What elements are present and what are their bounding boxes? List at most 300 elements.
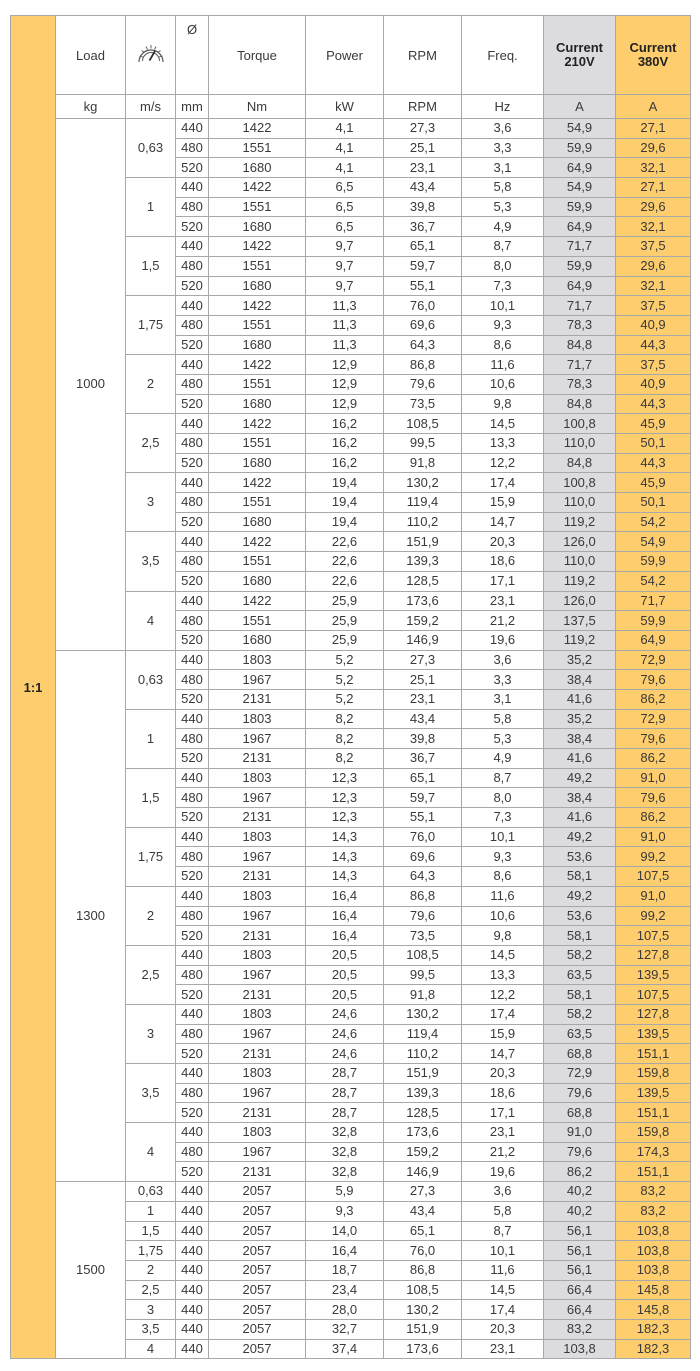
freq-cell: 3,3 xyxy=(462,670,544,690)
diameter-cell: 480 xyxy=(176,670,209,690)
diameter-cell: 520 xyxy=(176,985,209,1005)
unit-freq: Hz xyxy=(462,95,544,119)
unit-power: kW xyxy=(306,95,384,119)
diameter-cell: 440 xyxy=(176,886,209,906)
rpm-cell: 59,7 xyxy=(384,788,462,808)
current-380v-cell: 29,6 xyxy=(616,197,691,217)
rpm-cell: 64,3 xyxy=(384,335,462,355)
current-380v-cell: 44,3 xyxy=(616,453,691,473)
current-380v-cell: 72,9 xyxy=(616,709,691,729)
power-cell: 12,3 xyxy=(306,788,384,808)
freq-cell: 9,3 xyxy=(462,847,544,867)
torque-cell: 1680 xyxy=(209,276,306,296)
torque-cell: 1422 xyxy=(209,414,306,434)
rpm-cell: 73,5 xyxy=(384,394,462,414)
power-cell: 16,4 xyxy=(306,906,384,926)
current-210v-cell: 53,6 xyxy=(544,847,616,867)
current-210v-cell: 119,2 xyxy=(544,630,616,650)
header-current-210v-line1: Current xyxy=(556,40,603,55)
freq-cell: 17,1 xyxy=(462,1103,544,1123)
diameter-cell: 440 xyxy=(176,1004,209,1024)
freq-cell: 21,2 xyxy=(462,1142,544,1162)
torque-cell: 1803 xyxy=(209,945,306,965)
freq-cell: 19,6 xyxy=(462,1162,544,1182)
load-cell: 1500 xyxy=(56,1182,126,1359)
torque-cell: 2131 xyxy=(209,689,306,709)
speed-cell: 1,75 xyxy=(126,1241,176,1261)
freq-cell: 5,3 xyxy=(462,197,544,217)
diameter-cell: 520 xyxy=(176,808,209,828)
power-cell: 5,9 xyxy=(306,1182,384,1202)
diameter-cell: 440 xyxy=(176,119,209,139)
current-380v-cell: 83,2 xyxy=(616,1182,691,1202)
current-210v-cell: 58,2 xyxy=(544,945,616,965)
rpm-cell: 76,0 xyxy=(384,1241,462,1261)
torque-cell: 2131 xyxy=(209,1103,306,1123)
header-current-380v-line1: Current xyxy=(629,40,677,55)
rpm-cell: 79,6 xyxy=(384,374,462,394)
current-210v-cell: 78,3 xyxy=(544,315,616,335)
header-row xyxy=(11,16,691,95)
freq-cell: 20,3 xyxy=(462,1319,544,1339)
torque-cell: 2057 xyxy=(209,1241,306,1261)
current-380v-cell: 50,1 xyxy=(616,434,691,454)
power-cell: 11,3 xyxy=(306,315,384,335)
power-cell: 11,3 xyxy=(306,335,384,355)
freq-cell: 7,3 xyxy=(462,276,544,296)
current-210v-cell: 84,8 xyxy=(544,394,616,414)
diameter-cell: 440 xyxy=(176,355,209,375)
torque-cell: 1680 xyxy=(209,453,306,473)
power-cell: 6,5 xyxy=(306,217,384,237)
rpm-cell: 128,5 xyxy=(384,1103,462,1123)
diameter-cell: 480 xyxy=(176,847,209,867)
torque-cell: 1422 xyxy=(209,178,306,198)
ratio-cell xyxy=(11,16,56,1359)
torque-cell: 1967 xyxy=(209,788,306,808)
rpm-cell: 69,6 xyxy=(384,315,462,335)
diameter-cell: 520 xyxy=(176,335,209,355)
freq-cell: 8,0 xyxy=(462,256,544,276)
rpm-cell: 99,5 xyxy=(384,965,462,985)
rpm-cell: 91,8 xyxy=(384,453,462,473)
current-210v-cell: 58,1 xyxy=(544,985,616,1005)
power-cell: 32,8 xyxy=(306,1162,384,1182)
torque-cell: 2131 xyxy=(209,926,306,946)
power-cell: 23,4 xyxy=(306,1280,384,1300)
freq-cell: 8,7 xyxy=(462,1221,544,1241)
torque-cell: 2057 xyxy=(209,1221,306,1241)
current-210v-cell: 72,9 xyxy=(544,1064,616,1084)
power-cell: 25,9 xyxy=(306,591,384,611)
current-210v-cell: 41,6 xyxy=(544,689,616,709)
header-rpm: RPM xyxy=(384,16,462,95)
diameter-cell: 480 xyxy=(176,552,209,572)
current-380v-cell: 86,2 xyxy=(616,689,691,709)
rpm-cell: 23,1 xyxy=(384,158,462,178)
speed-cell: 2 xyxy=(126,886,176,945)
current-380v-cell: 37,5 xyxy=(616,237,691,257)
diameter-cell: 520 xyxy=(176,749,209,769)
freq-cell: 15,9 xyxy=(462,493,544,513)
power-cell: 5,2 xyxy=(306,689,384,709)
power-cell: 24,6 xyxy=(306,1044,384,1064)
current-380v-cell: 64,9 xyxy=(616,630,691,650)
power-cell: 5,2 xyxy=(306,670,384,690)
freq-cell: 8,7 xyxy=(462,768,544,788)
current-380v-cell: 159,8 xyxy=(616,1064,691,1084)
rpm-cell: 173,6 xyxy=(384,1339,462,1359)
rpm-cell: 69,6 xyxy=(384,847,462,867)
power-cell: 24,6 xyxy=(306,1004,384,1024)
diameter-cell: 480 xyxy=(176,197,209,217)
power-cell: 16,2 xyxy=(306,414,384,434)
freq-cell: 19,6 xyxy=(462,630,544,650)
rpm-cell: 159,2 xyxy=(384,611,462,631)
current-210v-cell: 110,0 xyxy=(544,493,616,513)
current-380v-cell: 182,3 xyxy=(616,1339,691,1359)
diameter-cell: 520 xyxy=(176,453,209,473)
power-cell: 8,2 xyxy=(306,749,384,769)
motor-spec-table xyxy=(10,15,691,1359)
freq-cell: 5,8 xyxy=(462,178,544,198)
current-380v-cell: 72,9 xyxy=(616,650,691,670)
diameter-cell: 440 xyxy=(176,178,209,198)
power-cell: 25,9 xyxy=(306,630,384,650)
current-380v-cell: 29,6 xyxy=(616,138,691,158)
power-cell: 16,4 xyxy=(306,926,384,946)
torque-cell: 1680 xyxy=(209,512,306,532)
diameter-cell: 520 xyxy=(176,630,209,650)
diameter-cell: 440 xyxy=(176,1260,209,1280)
torque-cell: 1551 xyxy=(209,493,306,513)
diameter-cell: 520 xyxy=(176,1162,209,1182)
current-210v-cell: 119,2 xyxy=(544,512,616,532)
freq-cell: 4,9 xyxy=(462,749,544,769)
current-210v-cell: 79,6 xyxy=(544,1083,616,1103)
freq-cell: 14,7 xyxy=(462,1044,544,1064)
current-380v-cell: 50,1 xyxy=(616,493,691,513)
current-210v-cell: 49,2 xyxy=(544,886,616,906)
speed-cell: 1,5 xyxy=(126,768,176,827)
freq-cell: 10,6 xyxy=(462,906,544,926)
freq-cell: 12,2 xyxy=(462,985,544,1005)
rpm-cell: 130,2 xyxy=(384,1004,462,1024)
power-cell: 19,4 xyxy=(306,493,384,513)
speedometer-icon xyxy=(136,42,166,66)
speed-cell: 2 xyxy=(126,355,176,414)
power-cell: 28,0 xyxy=(306,1300,384,1320)
rpm-cell: 25,1 xyxy=(384,670,462,690)
speed-cell: 2,5 xyxy=(126,414,176,473)
rpm-cell: 76,0 xyxy=(384,296,462,316)
rpm-cell: 25,1 xyxy=(384,138,462,158)
current-210v-cell: 35,2 xyxy=(544,650,616,670)
rpm-cell: 110,2 xyxy=(384,512,462,532)
speed-cell: 4 xyxy=(126,591,176,650)
current-380v-cell: 79,6 xyxy=(616,729,691,749)
current-380v-cell: 139,5 xyxy=(616,1083,691,1103)
diameter-cell: 440 xyxy=(176,1280,209,1300)
speed-cell: 1,75 xyxy=(126,827,176,886)
current-210v-cell: 35,2 xyxy=(544,709,616,729)
torque-cell: 2057 xyxy=(209,1182,306,1202)
power-cell: 16,2 xyxy=(306,434,384,454)
rpm-cell: 43,4 xyxy=(384,709,462,729)
diameter-cell: 520 xyxy=(176,689,209,709)
freq-cell: 3,6 xyxy=(462,650,544,670)
diameter-cell: 440 xyxy=(176,709,209,729)
freq-cell: 15,9 xyxy=(462,1024,544,1044)
diameter-cell: 440 xyxy=(176,1064,209,1084)
power-cell: 20,5 xyxy=(306,985,384,1005)
torque-cell: 1680 xyxy=(209,630,306,650)
torque-cell: 1803 xyxy=(209,709,306,729)
torque-cell: 2131 xyxy=(209,1162,306,1182)
torque-cell: 1680 xyxy=(209,217,306,237)
power-cell: 37,4 xyxy=(306,1339,384,1359)
current-210v-cell: 49,2 xyxy=(544,768,616,788)
freq-cell: 3,3 xyxy=(462,138,544,158)
current-210v-cell: 66,4 xyxy=(544,1300,616,1320)
torque-cell: 1680 xyxy=(209,571,306,591)
torque-cell: 2131 xyxy=(209,808,306,828)
torque-cell: 1803 xyxy=(209,768,306,788)
torque-cell: 1551 xyxy=(209,611,306,631)
current-380v-cell: 103,8 xyxy=(616,1241,691,1261)
torque-cell: 1422 xyxy=(209,532,306,552)
rpm-cell: 91,8 xyxy=(384,985,462,1005)
current-380v-cell: 107,5 xyxy=(616,926,691,946)
current-380v-cell: 79,6 xyxy=(616,670,691,690)
power-cell: 28,7 xyxy=(306,1064,384,1084)
unit-speed: m/s xyxy=(126,95,176,119)
power-cell: 22,6 xyxy=(306,552,384,572)
torque-cell: 1551 xyxy=(209,256,306,276)
diameter-cell: 480 xyxy=(176,1083,209,1103)
power-cell: 4,1 xyxy=(306,119,384,139)
torque-cell: 1803 xyxy=(209,650,306,670)
diameter-cell: 520 xyxy=(176,571,209,591)
unit-load: kg xyxy=(56,95,126,119)
rpm-cell: 108,5 xyxy=(384,945,462,965)
diameter-cell: 440 xyxy=(176,237,209,257)
freq-cell: 9,8 xyxy=(462,926,544,946)
torque-cell: 1967 xyxy=(209,847,306,867)
diameter-cell: 440 xyxy=(176,1201,209,1221)
power-cell: 32,8 xyxy=(306,1123,384,1143)
rpm-cell: 36,7 xyxy=(384,749,462,769)
current-380v-cell: 32,1 xyxy=(616,158,691,178)
power-cell: 20,5 xyxy=(306,945,384,965)
power-cell: 28,7 xyxy=(306,1083,384,1103)
torque-cell: 1551 xyxy=(209,434,306,454)
current-380v-cell: 44,3 xyxy=(616,335,691,355)
current-380v-cell: 29,6 xyxy=(616,256,691,276)
power-cell: 32,7 xyxy=(306,1319,384,1339)
current-380v-cell: 45,9 xyxy=(616,414,691,434)
current-210v-cell: 78,3 xyxy=(544,374,616,394)
current-210v-cell: 110,0 xyxy=(544,434,616,454)
current-210v-cell: 71,7 xyxy=(544,296,616,316)
power-cell: 12,9 xyxy=(306,374,384,394)
current-380v-cell: 145,8 xyxy=(616,1300,691,1320)
rpm-cell: 27,3 xyxy=(384,119,462,139)
speed-cell: 1 xyxy=(126,178,176,237)
diameter-cell: 520 xyxy=(176,276,209,296)
current-380v-cell: 107,5 xyxy=(616,985,691,1005)
current-380v-cell: 54,9 xyxy=(616,532,691,552)
header-current-380v xyxy=(616,16,691,95)
freq-cell: 18,6 xyxy=(462,552,544,572)
freq-cell: 17,4 xyxy=(462,1004,544,1024)
current-380v-cell: 37,5 xyxy=(616,355,691,375)
header-torque: Torque xyxy=(209,16,306,95)
rpm-cell: 151,9 xyxy=(384,1319,462,1339)
current-210v-cell: 58,2 xyxy=(544,1004,616,1024)
unit-torque: Nm xyxy=(209,95,306,119)
diameter-cell: 480 xyxy=(176,906,209,926)
rpm-cell: 139,3 xyxy=(384,552,462,572)
torque-cell: 1422 xyxy=(209,296,306,316)
diameter-cell: 440 xyxy=(176,1339,209,1359)
diameter-cell: 440 xyxy=(176,1123,209,1143)
table-row xyxy=(11,650,691,670)
rpm-cell: 108,5 xyxy=(384,1280,462,1300)
rpm-cell: 173,6 xyxy=(384,591,462,611)
diameter-cell: 440 xyxy=(176,591,209,611)
current-210v-cell: 68,8 xyxy=(544,1044,616,1064)
torque-cell: 1967 xyxy=(209,1024,306,1044)
power-cell: 16,2 xyxy=(306,453,384,473)
rpm-cell: 128,5 xyxy=(384,571,462,591)
power-cell: 4,1 xyxy=(306,138,384,158)
current-210v-cell: 119,2 xyxy=(544,571,616,591)
current-210v-cell: 86,2 xyxy=(544,1162,616,1182)
torque-cell: 1680 xyxy=(209,394,306,414)
torque-cell: 2057 xyxy=(209,1280,306,1300)
freq-cell: 3,1 xyxy=(462,689,544,709)
torque-cell: 2057 xyxy=(209,1339,306,1359)
freq-cell: 7,3 xyxy=(462,808,544,828)
current-380v-cell: 79,6 xyxy=(616,788,691,808)
power-cell: 9,7 xyxy=(306,237,384,257)
speed-cell: 3,5 xyxy=(126,532,176,591)
current-380v-cell: 145,8 xyxy=(616,1280,691,1300)
rpm-cell: 55,1 xyxy=(384,808,462,828)
power-cell: 4,1 xyxy=(306,158,384,178)
current-380v-cell: 45,9 xyxy=(616,473,691,493)
unit-current-380v: A xyxy=(616,95,691,119)
speed-cell: 3 xyxy=(126,1300,176,1320)
current-210v-cell: 100,8 xyxy=(544,473,616,493)
speed-cell: 0,63 xyxy=(126,119,176,178)
diameter-cell: 480 xyxy=(176,315,209,335)
current-210v-cell: 79,6 xyxy=(544,1142,616,1162)
freq-cell: 23,1 xyxy=(462,1123,544,1143)
speed-cell: 0,63 xyxy=(126,1182,176,1202)
current-210v-cell: 71,7 xyxy=(544,237,616,257)
freq-cell: 11,6 xyxy=(462,1260,544,1280)
current-380v-cell: 40,9 xyxy=(616,374,691,394)
speed-cell: 3,5 xyxy=(126,1064,176,1123)
freq-cell: 9,8 xyxy=(462,394,544,414)
rpm-cell: 39,8 xyxy=(384,729,462,749)
current-380v-cell: 83,2 xyxy=(616,1201,691,1221)
current-210v-cell: 64,9 xyxy=(544,217,616,237)
freq-cell: 23,1 xyxy=(462,1339,544,1359)
current-380v-cell: 91,0 xyxy=(616,768,691,788)
power-cell: 22,6 xyxy=(306,571,384,591)
torque-cell: 1422 xyxy=(209,237,306,257)
torque-cell: 2057 xyxy=(209,1300,306,1320)
rpm-cell: 110,2 xyxy=(384,1044,462,1064)
current-380v-cell: 91,0 xyxy=(616,886,691,906)
diameter-cell: 440 xyxy=(176,296,209,316)
torque-cell: 1551 xyxy=(209,374,306,394)
diameter-cell: 440 xyxy=(176,1182,209,1202)
speed-cell: 3 xyxy=(126,473,176,532)
power-cell: 28,7 xyxy=(306,1103,384,1123)
current-380v-cell: 32,1 xyxy=(616,217,691,237)
rpm-cell: 173,6 xyxy=(384,1123,462,1143)
current-210v-cell: 54,9 xyxy=(544,178,616,198)
power-cell: 20,5 xyxy=(306,965,384,985)
freq-cell: 10,1 xyxy=(462,827,544,847)
torque-cell: 1680 xyxy=(209,335,306,355)
speed-cell: 4 xyxy=(126,1339,176,1359)
speed-cell: 4 xyxy=(126,1123,176,1182)
speed-cell: 3,5 xyxy=(126,1319,176,1339)
freq-cell: 3,1 xyxy=(462,158,544,178)
power-cell: 19,4 xyxy=(306,473,384,493)
power-cell: 12,3 xyxy=(306,768,384,788)
torque-cell: 1422 xyxy=(209,119,306,139)
current-210v-cell: 84,8 xyxy=(544,453,616,473)
current-210v-cell: 38,4 xyxy=(544,788,616,808)
rpm-cell: 64,3 xyxy=(384,867,462,887)
current-210v-cell: 59,9 xyxy=(544,197,616,217)
diameter-cell: 440 xyxy=(176,1319,209,1339)
speed-cell: 2,5 xyxy=(126,945,176,1004)
power-cell: 12,3 xyxy=(306,808,384,828)
current-210v-cell: 126,0 xyxy=(544,532,616,552)
power-cell: 14,3 xyxy=(306,867,384,887)
current-210v-cell: 54,9 xyxy=(544,119,616,139)
power-cell: 18,7 xyxy=(306,1260,384,1280)
diameter-cell: 440 xyxy=(176,473,209,493)
torque-cell: 1551 xyxy=(209,197,306,217)
power-cell: 12,9 xyxy=(306,394,384,414)
current-380v-cell: 139,5 xyxy=(616,1024,691,1044)
current-210v-cell: 40,2 xyxy=(544,1201,616,1221)
current-380v-cell: 151,1 xyxy=(616,1044,691,1064)
torque-cell: 1967 xyxy=(209,1142,306,1162)
torque-cell: 1551 xyxy=(209,552,306,572)
diameter-cell: 480 xyxy=(176,965,209,985)
header-current-210v-line2: 210V xyxy=(564,54,595,69)
current-210v-cell: 56,1 xyxy=(544,1221,616,1241)
rpm-cell: 151,9 xyxy=(384,1064,462,1084)
current-380v-cell: 37,5 xyxy=(616,296,691,316)
rpm-cell: 86,8 xyxy=(384,355,462,375)
current-380v-cell: 127,8 xyxy=(616,1004,691,1024)
rpm-cell: 65,1 xyxy=(384,237,462,257)
load-cell: 1300 xyxy=(56,650,126,1182)
power-cell: 8,2 xyxy=(306,729,384,749)
rpm-cell: 76,0 xyxy=(384,827,462,847)
torque-cell: 1967 xyxy=(209,906,306,926)
